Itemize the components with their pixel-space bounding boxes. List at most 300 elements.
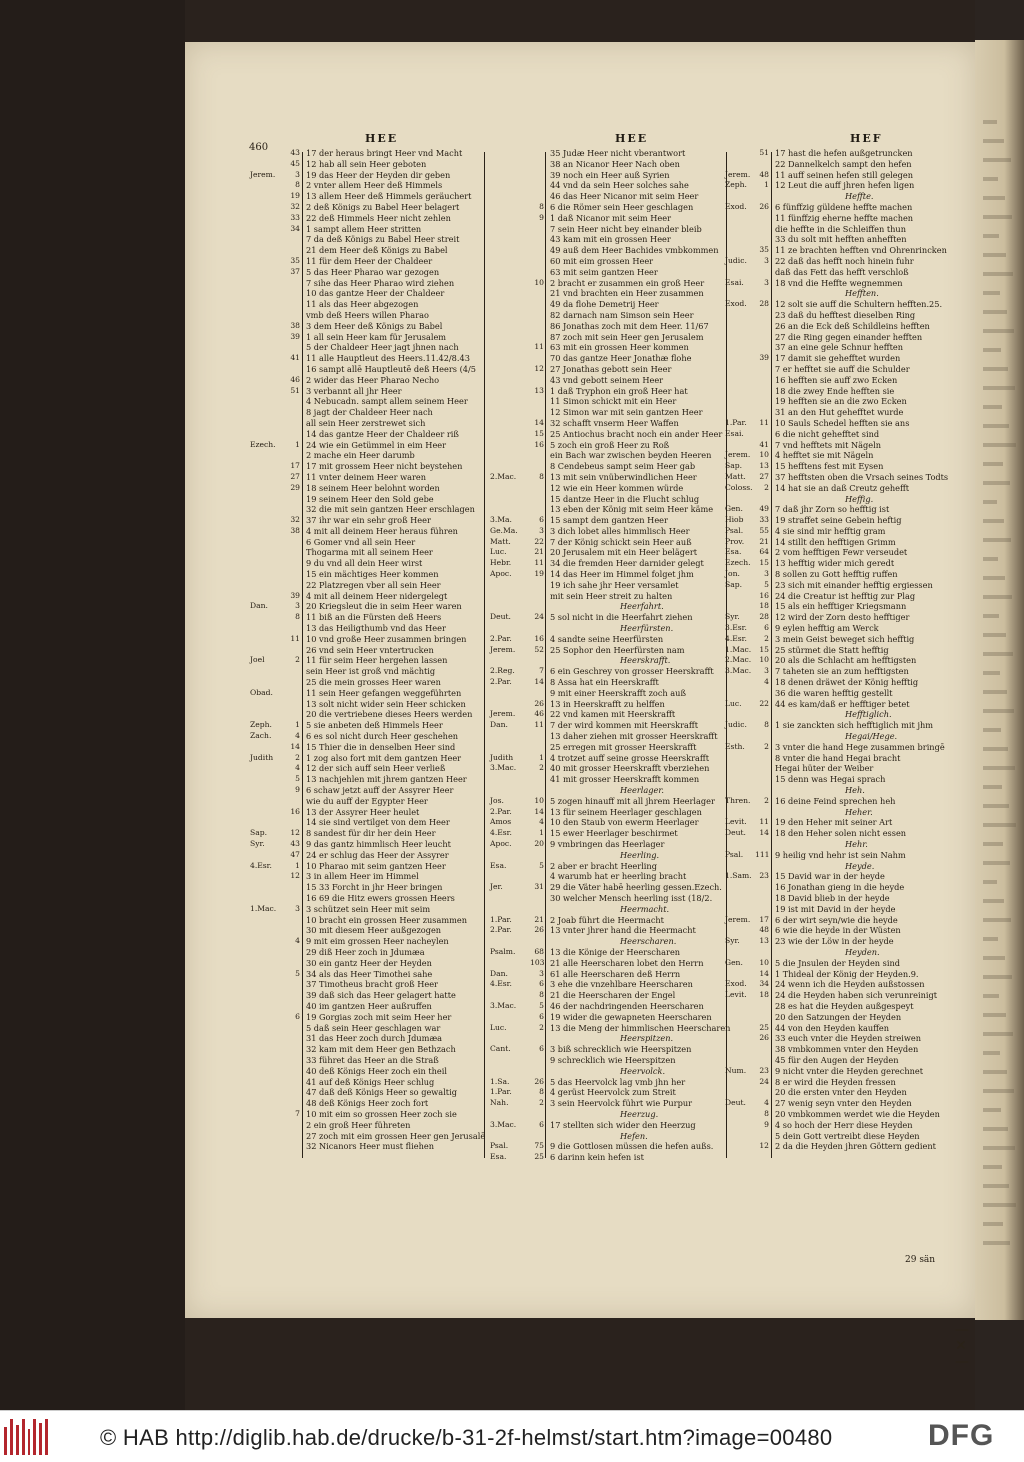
entry-line: [250, 407, 486, 418]
entry-text: all sein Heer zerstrewet sich: [306, 417, 426, 428]
chapter-number: 8: [764, 1108, 769, 1118]
entry-line: [490, 461, 730, 472]
book-reference: 3.Mac.: [490, 1119, 517, 1129]
entry-text: 19 straffet seine Gebein heftig: [775, 515, 902, 526]
entry-text: 49 da flohe Demetrij Heer: [550, 299, 659, 310]
entry-line: [250, 839, 486, 850]
book-reference: Sap.: [725, 579, 743, 589]
entry-line: [250, 440, 486, 451]
entry-text: 3 verbannt all jhr Heer: [306, 385, 402, 396]
entry-text: 6 ein Geschrey von grosser Heerskrafft: [550, 666, 714, 677]
entry-line: [490, 915, 730, 926]
entry-text: 13 in Heerskrafft zu helffen: [550, 698, 665, 709]
entry-line: [490, 353, 730, 364]
entry-text: 2 vom hefftigen Fewr verseudet: [775, 547, 908, 558]
entry-text: 43 kam mit ein grossen Heer: [550, 234, 671, 245]
facing-page-text-shadow: [983, 1184, 1009, 1188]
entry-text: 21 die Heerscharen der Engel: [550, 990, 676, 1001]
book-reference: Ge.Ma.: [490, 525, 518, 535]
chapter-number: 2: [295, 752, 300, 762]
entry-text: 87 zoch mit sein Heer gen Jerusalem: [550, 331, 704, 342]
entry-line: [490, 904, 730, 915]
entry-line: [490, 591, 730, 602]
entry-text: 12 der sich auff sein Heer verließ: [306, 763, 446, 774]
chapter-number: 23: [759, 1065, 769, 1075]
book-edge-top: [185, 0, 975, 42]
entry-line: [725, 224, 973, 235]
entry-text: 18 David blieb in der heyde: [775, 892, 890, 903]
entry-line: [490, 148, 730, 159]
book-reference: Apoc.: [490, 569, 512, 579]
chapter-number: 28: [759, 299, 769, 309]
entry-line: [490, 1033, 730, 1044]
book-reference: Deut.: [725, 1098, 746, 1108]
chapter-number: 32: [290, 515, 300, 525]
chapter-number: 13: [759, 936, 769, 946]
entry-line: [250, 591, 486, 602]
book-reference: 1.Par.: [725, 417, 747, 427]
chapter-number: 1: [295, 720, 300, 730]
entry-text: 15 David war in der heyde: [775, 871, 885, 882]
entry-text: 2 wider das Heer Pharao Necho: [306, 374, 440, 385]
chapter-number: 14: [534, 806, 544, 816]
book-reference: Zach.: [250, 731, 272, 741]
column-heading-3: HEF: [850, 132, 883, 145]
entry-text: 4 hefftet sie mit Nägeln: [775, 450, 874, 461]
entry-text: 33 führet das Heer an die Straß: [306, 1054, 439, 1065]
entry-line: [725, 429, 973, 440]
entry-text: 13 daher ziehen mit grosser Heerskrafft: [550, 731, 718, 742]
book-reference: Coloss.: [725, 482, 753, 492]
entry-line: [490, 580, 730, 591]
headword: Heyde.: [845, 860, 875, 871]
entry-line: [490, 850, 730, 861]
chapter-number: 25: [759, 1022, 769, 1032]
book-reference: 1.Sa.: [490, 1076, 510, 1086]
entry-line: [250, 796, 486, 807]
chapter-number: 23: [759, 871, 769, 881]
entry-text: 30 welcher Mensch heerling isst (18/2.: [550, 892, 713, 903]
entry-text: 8 Cendebeus sampt seim Heer gab: [550, 461, 696, 472]
entry-line: [725, 547, 973, 558]
entry-line: [250, 1001, 486, 1012]
entry-line: [250, 332, 486, 343]
entry-text: 3 biß schrecklich wie Heerspitzen: [550, 1044, 692, 1055]
entry-text: wie du auff der Egypter Heer: [306, 795, 428, 806]
entry-text: vmb deß Heers willen Pharao: [306, 309, 429, 320]
entry-line: [725, 1001, 973, 1012]
entry-line: [250, 979, 486, 990]
entry-line: [250, 515, 486, 526]
entry-text: 9 mit einer Heerskrafft zoch auß: [550, 687, 686, 698]
chapter-number: 29: [290, 482, 300, 492]
chapter-number: 14: [759, 968, 769, 978]
entry-line: [725, 332, 973, 343]
chapter-number: 10: [759, 655, 769, 665]
book-reference: Psalm.: [490, 946, 516, 956]
book-reference: Esai.: [725, 428, 744, 438]
entry-text: 22 Platzregen vber all sein Heer: [306, 579, 441, 590]
facing-page-text-shadow: [983, 728, 1001, 732]
chapter-number: 8: [539, 471, 544, 481]
entry-text: 30 mit diesem Heer außgezogen: [306, 925, 442, 936]
chapter-number: 16: [290, 806, 300, 816]
entry-text: 3 mein Geist beweget sich hefftig: [775, 633, 915, 644]
chapter-number: 1: [539, 828, 544, 838]
book-reference: Jer.: [490, 882, 503, 892]
copyright-url[interactable]: © HAB http://diglib.hab.de/drucke/b-31-2f-helmst/start.htm?image=00480: [100, 1425, 833, 1450]
entry-line: [250, 882, 486, 893]
entry-text: 35 Judæ Heer nicht vberantwort: [550, 148, 686, 158]
entry-text: 5 dein Gott vertreibt diese Heyden: [775, 1130, 920, 1141]
entry-line: [250, 709, 486, 720]
entry-text: 10 bracht ein grossen Heer zusammen: [306, 914, 468, 925]
facing-page-text-shadow: [983, 329, 1014, 333]
entry-line: [250, 1141, 486, 1152]
book-reference: Esth.: [725, 741, 745, 751]
entry-line: [490, 504, 730, 515]
entry-line: [490, 645, 730, 656]
chapter-number: 12: [290, 828, 300, 838]
entry-text: 2 mache ein Heer darumb: [306, 450, 415, 461]
entry-line: [490, 699, 730, 710]
entry-line: [250, 224, 486, 235]
entry-line: [250, 688, 486, 699]
entry-text: 27 Jonathas gebott sein Heer: [550, 363, 672, 374]
book-reference: Obad.: [250, 687, 273, 697]
chapter-number: 64: [759, 547, 769, 557]
page-number: 460: [249, 142, 269, 153]
book-reference: Matt.: [725, 471, 746, 481]
entry-line: [490, 1131, 730, 1142]
entry-text: 16 deine Feind sprechen heh: [775, 795, 896, 806]
chapter-number: 31: [534, 882, 544, 892]
entry-text: 15 als ein hefftiger Kriegsmann: [775, 601, 907, 612]
entry-text: 6 Gomer vnd all sein Heer: [306, 536, 416, 547]
entry-line: [250, 731, 486, 742]
footer-bar: [0, 1410, 1024, 1462]
entry-text: 9 eylen hefftig am Werck: [775, 623, 879, 634]
entry-line: [490, 202, 730, 213]
entry-text: 3 vnter die hand Hege zusammen bringē: [775, 741, 945, 752]
chapter-number: 26: [534, 698, 544, 708]
entry-text: 45 für den Augen der Heyden: [775, 1054, 899, 1065]
headword: Heffig.: [845, 493, 874, 504]
chapter-number: 21: [759, 536, 769, 546]
book-reference: Judic.: [725, 255, 747, 265]
entry-text: 32 schafft vnserm Heer Waffen: [550, 417, 679, 428]
entry-line: [725, 148, 973, 159]
entry-line: [250, 817, 486, 828]
headword: Hefftiglich.: [845, 709, 892, 720]
book-reference: Esa.: [725, 547, 742, 557]
chapter-number: 39: [290, 590, 300, 600]
chapter-number: 19: [290, 191, 300, 201]
entry-text: 33 du solt mit hefften anhefften: [775, 234, 907, 245]
book-reference: 1.Par.: [490, 1087, 512, 1097]
entry-line: [490, 547, 730, 558]
entry-line: [250, 170, 486, 181]
chapter-number: 45: [290, 158, 300, 168]
facing-page-text-shadow: [983, 272, 1013, 276]
entry-line: [490, 1087, 730, 1098]
entry-line: [725, 1055, 973, 1066]
entry-line: [725, 494, 973, 505]
entry-line: [725, 882, 973, 893]
entry-line: [725, 969, 973, 980]
entry-text: 23 sich mit einander hefftig ergiessen: [775, 579, 933, 590]
entry-text: 13 solt nicht wider sein Heer schicken: [306, 698, 466, 709]
entry-line: [490, 1012, 730, 1023]
entry-line: [250, 828, 486, 839]
entry-line: [725, 461, 973, 472]
entry-line: [725, 558, 973, 569]
book-reference: 2.Par.: [490, 806, 512, 816]
entry-line: [725, 288, 973, 299]
book-reference: Esa.: [490, 1152, 507, 1162]
entry-text: 18 die zwey Ende hefften sie: [775, 385, 895, 396]
facing-page-text-shadow: [983, 652, 1013, 656]
entry-text: 13 allem Heer deß Himmels geräuchert: [306, 191, 472, 202]
book-reference: Apoc.: [490, 839, 512, 848]
entry-line: [725, 180, 973, 191]
entry-text: 4 sie sind mir hefftig gram: [775, 525, 886, 536]
entry-line: [490, 234, 730, 245]
entry-text: 46 der nachdringenden Heerscharen: [550, 1000, 704, 1011]
entry-text: 21 alle Heerscharen lobet den Herrn: [550, 957, 704, 968]
entry-line: [250, 278, 486, 289]
entry-line: [490, 321, 730, 332]
entry-line: [250, 1131, 486, 1142]
margin-mark: —✕—: [955, 1322, 969, 1370]
entry-line: [490, 342, 730, 353]
entry-text: 5 das Heervolck lag vmb jhn her: [550, 1076, 686, 1087]
entry-line: [725, 1033, 973, 1044]
entry-text: 4 so hoch der Herr diese Heyden: [775, 1119, 913, 1130]
entry-line: [725, 569, 973, 580]
facing-page-text-shadow: [983, 158, 1011, 162]
book-reference: Psal.: [725, 525, 744, 535]
entry-text: 31 an den Hut gehefftet wurde: [775, 407, 904, 418]
entry-text: 16 Jonathan gieng in die heyde: [775, 882, 905, 893]
chapter-number: 8: [295, 180, 300, 190]
concordance-column-1: [250, 148, 486, 1158]
entry-line: [490, 785, 730, 796]
entry-line: [725, 537, 973, 548]
entry-line: [250, 450, 486, 461]
entry-line: [490, 191, 730, 202]
book-reference: Amos: [490, 817, 512, 827]
chapter-number: 14: [534, 677, 544, 687]
entry-line: [725, 526, 973, 537]
entry-line: [490, 472, 730, 483]
entry-line: [490, 386, 730, 397]
book-reference: Matt.: [490, 536, 511, 546]
entry-line: [250, 191, 486, 202]
chapter-number: 75: [534, 1141, 544, 1151]
chapter-number: 2: [764, 795, 769, 805]
entry-line: [250, 148, 486, 159]
chapter-number: 13: [759, 461, 769, 471]
entry-line: [725, 904, 973, 915]
entry-text: 8 sandest für dir her dein Heer: [306, 828, 436, 839]
entry-text: die heffte in die Schleiffen thun: [775, 223, 906, 234]
chapter-number: 35: [290, 255, 300, 265]
chapter-number: 8: [539, 201, 544, 211]
chapter-number: 3: [539, 968, 544, 978]
entry-text: 14 das Heer im Himmel folget jhm: [550, 569, 694, 580]
entry-text: 9 vmbringen das Heerlager: [550, 839, 665, 849]
entry-text: 27 zoch mit eim grossen Heer gen Jerusalē: [306, 1130, 486, 1141]
entry-line: [490, 925, 730, 936]
facing-page-text-shadow: [983, 1165, 1002, 1169]
entry-line: [490, 396, 730, 407]
entry-line: [250, 310, 486, 321]
entry-line: [490, 364, 730, 375]
book-reference: Dan.: [490, 720, 508, 730]
book-reference: Dan.: [490, 968, 508, 978]
book-cover-left: [0, 0, 185, 1410]
entry-text: 31 das Heer zoch durch Jdumæa: [306, 1033, 443, 1044]
entry-line: [490, 483, 730, 494]
entry-line: [490, 893, 730, 904]
entry-line: [490, 450, 730, 461]
book-reference: Levit.: [725, 990, 747, 1000]
chapter-number: 52: [534, 644, 544, 654]
chapter-number: 11: [759, 817, 769, 827]
entry-line: [490, 1152, 730, 1163]
chapter-number: 14: [759, 828, 769, 838]
entry-text: 5 die Jnsulen der Heyden sind: [775, 957, 900, 968]
chapter-number: 55: [759, 525, 769, 535]
entry-text: 5 das Heer Pharao war gezogen: [306, 266, 440, 277]
entry-text: 16 69 die Hitz ewers grossen Heers: [306, 892, 455, 903]
entry-line: [725, 763, 973, 774]
book-reference: Judic.: [725, 720, 747, 730]
entry-line: [490, 1055, 730, 1066]
entry-text: 1 zog also fort mit dem gantzen Heer: [306, 752, 462, 763]
entry-text: 20 vmbkommen werdet wie die Heyden: [775, 1108, 940, 1119]
entry-line: [725, 850, 973, 861]
entry-line: [250, 601, 486, 612]
entry-line: [490, 1066, 730, 1077]
chapter-number: 33: [290, 212, 300, 222]
entry-line: [490, 796, 730, 807]
chapter-number: 18: [759, 990, 769, 1000]
book-reference: Nah.: [490, 1098, 509, 1108]
entry-text: 13 vnter jhrer hand die Heermacht: [550, 925, 696, 936]
entry-line: [490, 1141, 730, 1152]
entry-text: 14 hat sie an daß Creutz gehefft: [775, 482, 910, 493]
entry-text: 6 die nicht gehefftet sind: [775, 428, 880, 439]
entry-line: [490, 537, 730, 548]
book-reference: Hebr.: [490, 558, 512, 568]
chapter-number: 5: [539, 1000, 544, 1010]
entry-line: [725, 1023, 973, 1034]
entry-text: 10 mit eim so grossen Heer zoch sie: [306, 1108, 457, 1119]
entry-line: [250, 1023, 486, 1034]
entry-line: [250, 947, 486, 958]
entry-text: 2 vnter allem Heer deß Himmels: [306, 180, 443, 191]
entry-text: 17 stellten sich wider den Heerzug: [550, 1119, 696, 1130]
entry-line: [250, 612, 486, 623]
book-reference: Jerem.: [725, 169, 751, 179]
entry-line: [725, 709, 973, 720]
dfg-logo: DFG: [928, 1419, 995, 1452]
entry-line: [250, 1066, 486, 1077]
entry-line: [250, 494, 486, 505]
entry-text: 7 der wird kommen mit Heerskrafft: [550, 720, 699, 731]
entry-text: 15 hefftens fest mit Eysen: [775, 461, 884, 472]
entry-line: [250, 969, 486, 980]
entry-line: [490, 1120, 730, 1131]
chapter-number: 2: [539, 763, 544, 773]
concordance-column-2: [490, 148, 731, 1163]
book-reference: 1.Par.: [490, 914, 512, 924]
entry-line: [250, 936, 486, 947]
entry-text: 11 biß an die Fürsten deß Heers: [306, 612, 442, 623]
entry-text: 14 stillt den hefftigen Grimm: [775, 536, 896, 547]
entry-line: [725, 515, 973, 526]
chapter-number: 20: [534, 839, 544, 848]
entry-text: 38 an Nicanor Heer Nach oben: [550, 158, 680, 169]
chapter-number: 11: [534, 720, 544, 730]
headword: Heerscharen.: [620, 936, 677, 947]
entry-text: 19 den Heher mit seiner Art: [775, 817, 893, 828]
facing-page-text-shadow: [983, 291, 1000, 295]
chapter-number: 3: [295, 903, 300, 913]
entry-line: [250, 655, 486, 666]
entry-text: 9 das gantz himmlisch Heer leucht: [306, 839, 451, 849]
chapter-number: 10: [534, 277, 544, 287]
chapter-number: 1: [295, 439, 300, 449]
entry-text: 27 die Ring gegen einander hefften: [775, 331, 923, 342]
entry-text: 1 all sein Heer kam für Jerusalem: [306, 331, 447, 342]
entry-line: [250, 461, 486, 472]
chapter-number: 11: [759, 417, 769, 427]
entry-text: 11 alle Hauptleut des Heers.11.42/8.43: [306, 353, 470, 364]
entry-line: [490, 180, 730, 191]
chapter-number: 3: [539, 525, 544, 535]
chapter-number: 39: [759, 353, 769, 363]
entry-text: 9 nicht vnter die Heyden gerechnet: [775, 1065, 923, 1076]
book-reference: Ezech.: [250, 439, 276, 449]
chapter-number: 49: [759, 504, 769, 514]
book-reference: Deut.: [725, 828, 746, 838]
entry-line: [490, 1109, 730, 1120]
entry-text: 13 nachjehlen mit jhrem gantzen Heer: [306, 774, 467, 785]
book-reference: Jerem.: [490, 709, 516, 719]
chapter-number: 38: [290, 320, 300, 330]
entry-line: [725, 612, 973, 623]
entry-text: 13 das Heiligthumb vnd das Heer: [306, 623, 446, 634]
entry-text: 3 sein Heervolck führt wie Purpur: [550, 1098, 693, 1109]
chapter-number: 2: [539, 1098, 544, 1108]
entry-line: [725, 256, 973, 267]
entry-text: 11 für seim Heer hergehen lassen: [306, 655, 448, 666]
facing-page-text-shadow: [983, 899, 1004, 903]
book-reference: Syr.: [725, 936, 740, 946]
entry-line: [725, 1066, 973, 1077]
entry-line: [490, 979, 730, 990]
entry-text: 63 mit ein grossen Heer kommen: [550, 342, 689, 353]
chapter-number: 8: [295, 612, 300, 622]
book-reference: Syr.: [725, 612, 740, 622]
book-reference: Zeph.: [725, 180, 747, 190]
entry-text: 9 heilig vnd hehr ist sein Nahm: [775, 849, 906, 860]
chapter-number: 41: [290, 353, 300, 363]
entry-line: [250, 1098, 486, 1109]
